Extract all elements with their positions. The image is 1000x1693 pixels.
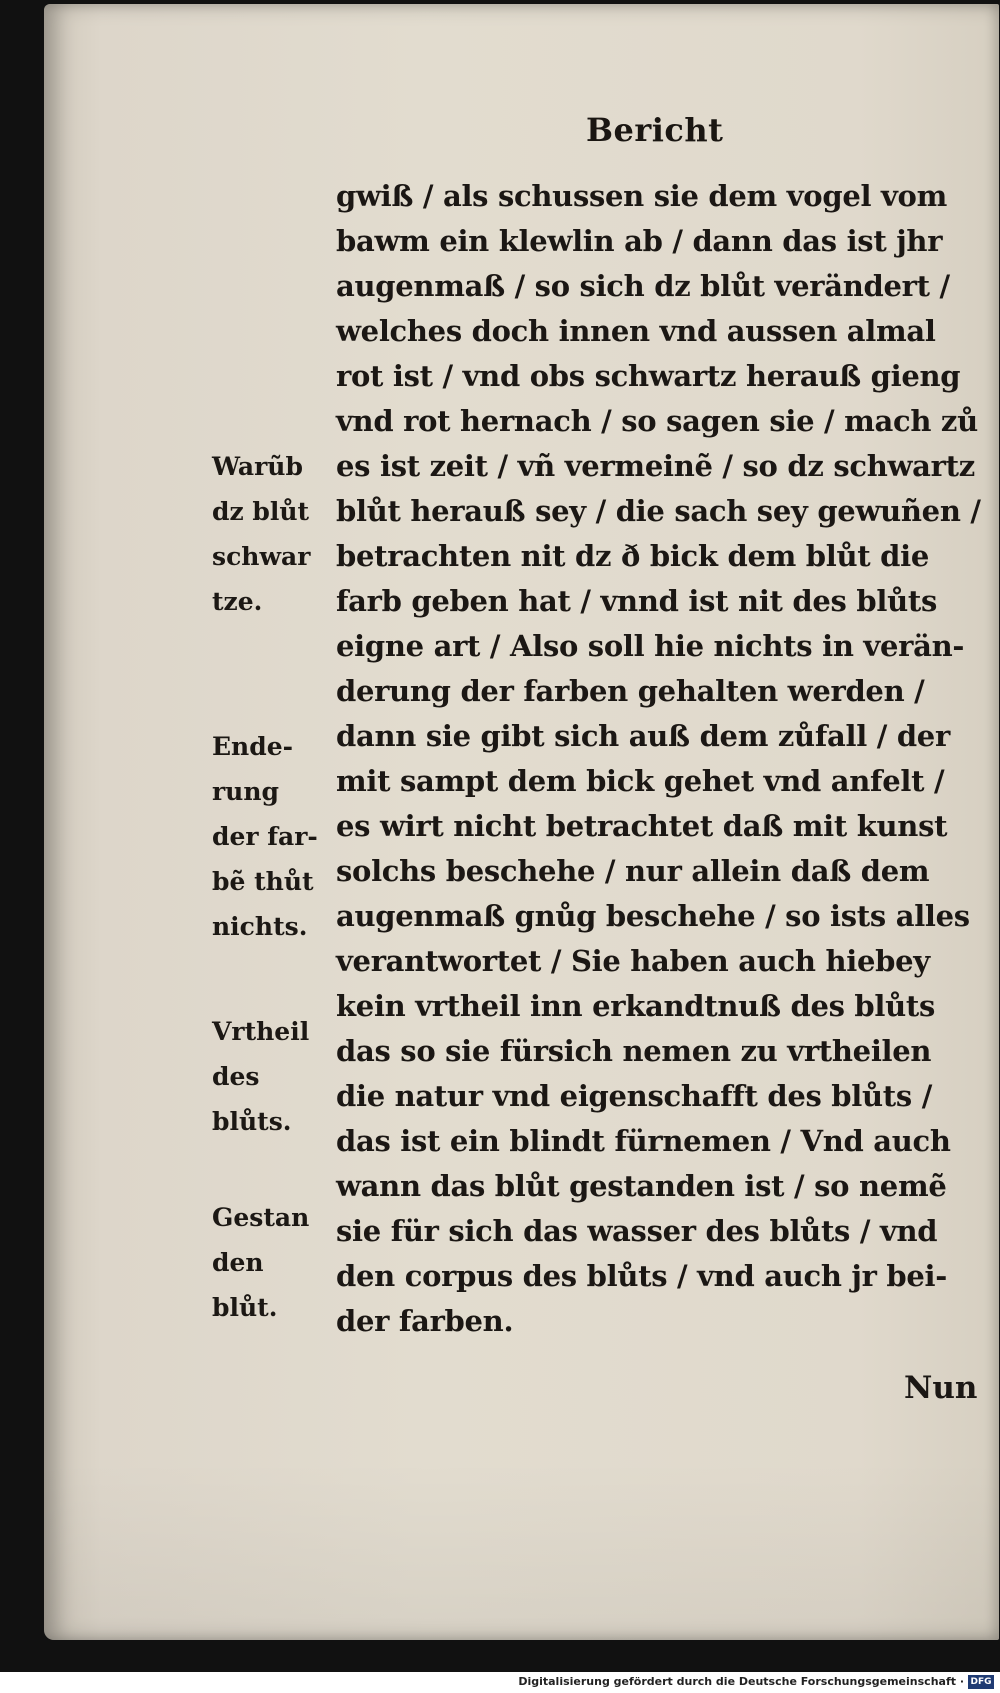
text-line: bawm ein klewlin ab / dann das ist jhr (336, 224, 943, 258)
margin-note-line: den (212, 1248, 264, 1277)
text-line: die natur vnd eigenschafft des blůts / (336, 1079, 933, 1113)
text-line: verantwortet / Sie haben auch hiebey (336, 944, 930, 978)
margin-note-enderung (212, 724, 318, 949)
margin-note-line: nichts. (212, 912, 308, 941)
text-line: farb geben hat / vnnd ist nit des blůts (336, 584, 937, 618)
footer-bar (0, 1672, 1000, 1693)
text-line: eigne art / Also soll hie nichts in verän- (336, 629, 965, 663)
dfg-logo-icon: DFG (968, 1675, 994, 1689)
margin-note-line: der far- (212, 822, 318, 851)
margin-note-line: tze. (212, 587, 263, 616)
margin-note-line: Gestan (212, 1203, 310, 1232)
text-line: der farben. (336, 1304, 514, 1338)
margin-note-line: Vrtheil (212, 1017, 310, 1046)
text-line: das ist ein blindt fürnemen / Vnd auch (336, 1124, 951, 1158)
margin-note-line: rung (212, 777, 280, 806)
book-page (44, 4, 999, 1640)
margin-note-line: Ende- (212, 732, 293, 761)
text-line: kein vrtheil inn erkandtnuß des blůts (336, 989, 936, 1023)
margin-note-line: des (212, 1062, 260, 1091)
margin-note-line: dz blůt (212, 497, 310, 526)
margin-note-warumb (212, 444, 310, 624)
text-line: mit sampt dem bick gehet vnd anfelt / (336, 764, 945, 798)
text-line: welches doch innen vnd aussen almal (336, 314, 936, 348)
text-line: es ist zeit / vñ vermeinẽ / so dz schwartz (336, 449, 975, 483)
text-line: den corpus des blůts / vnd auch jr bei- (336, 1259, 947, 1293)
footer-credit: Digitalisierung gefördert durch die Deutsche Forschungsgemeinschaft · (518, 1675, 964, 1688)
text-line: es wirt nicht betrachtet daß mit kunst (336, 809, 948, 843)
running-head: Bericht (586, 111, 724, 149)
margin-note-gestanden (212, 1195, 309, 1330)
text-line: betrachten nit dz ð bick dem blůt die (336, 539, 930, 573)
text-line: augenmaß gnůg beschehe / so ists alles (336, 899, 970, 933)
text-line: wann das blůt gestanden ist / so nemẽ (336, 1169, 947, 1203)
margin-note-line: schwar (212, 542, 311, 571)
text-line: das so sie fürsich nemen zu vrtheilen (336, 1034, 932, 1068)
text-line: blůt herauß sey / die sach sey gewuñen / (336, 494, 981, 528)
catchword: Nun (904, 1370, 978, 1406)
text-line: solchs beschehe / nur allein daß dem (336, 854, 930, 888)
margin-note-line: blůts. (212, 1107, 292, 1136)
text-line: gwiß / als schussen sie dem vogel vom (336, 179, 947, 213)
text-line: sie für sich das wasser des blůts / vnd (336, 1214, 938, 1248)
text-line: derung der farben gehalten werden / (336, 674, 925, 708)
body-text (336, 174, 1000, 1344)
text-line: rot ist / vnd obs schwartz herauß gieng (336, 359, 961, 393)
text-line: vnd rot hernach / so sagen sie / mach zů (336, 404, 978, 438)
margin-note-vrtheil (212, 1009, 309, 1144)
text-line: dann sie gibt sich auß dem zůfall / der (336, 719, 950, 753)
margin-note-line: blůt. (212, 1293, 278, 1322)
text-line: augenmaß / so sich dz blůt verändert / (336, 269, 950, 303)
margin-note-line: Warũb (212, 452, 303, 481)
margin-note-line: bẽ thůt (212, 867, 314, 896)
